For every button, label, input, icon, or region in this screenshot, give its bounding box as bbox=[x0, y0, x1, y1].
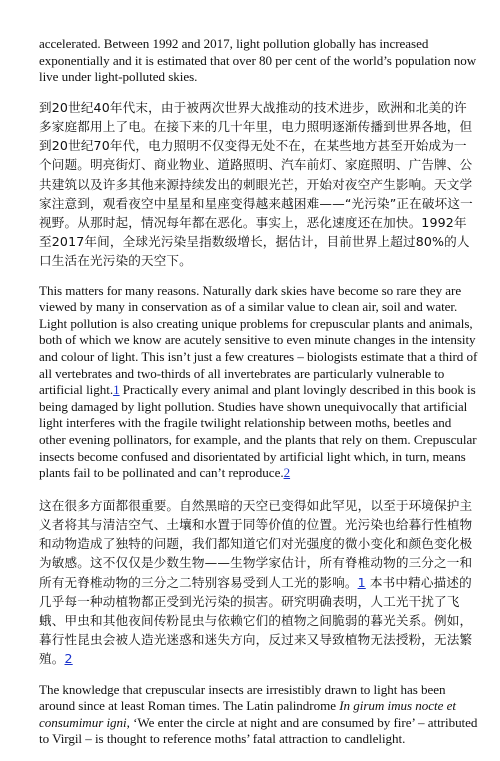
paragraph-text: accelerated. Between 1992 and 2017, light pollution globally has increased exponentially and it is estimated that over 80 per cent of the world’s population now live under light-polluted skies. bbox=[39, 36, 477, 85]
paragraph-text: The knowledge that crepuscular insects are irresistibly drawn to light has been around since at least Roman times. The Latin palindrome bbox=[39, 681, 446, 714]
paragraph-text: This matters for many reasons. Naturally dark skies have become so rare they are viewed by many in conservation as of a similar value to clean air, soil and water. Light pollution is also creating unique problems for crepuscular plants and animals, both of which we know are acutely sensitive to even minute changes in the intensity and colour of light. This isn’t just a few creatures – biologists estimate that a third of all vertebrates and two-thirds of all invertebrates are particularly vulnerable to artificial light. bbox=[39, 282, 478, 398]
document-page bbox=[39, 36, 479, 761]
paragraph-text: 本书中精心描述的几乎每一种动植物都正受到光污染的损害。研究明确表明，人工光干扰了飞蛾、甲虫和其他夜间传粉昆虫与依赖它们的植物之间脆弱的暮光关系。例如，暮行性昆虫会被人造光迷惑和迷失方向，反过来又导致植物无法授粉，无法繁殖。 bbox=[39, 574, 473, 667]
latin-palindrome: In girum imus nocte et consumimur igni bbox=[39, 698, 456, 730]
footnote-link-2[interactable]: 2 bbox=[64, 651, 73, 667]
paragraph-text: 这在很多方面都很重要。自然黑暗的天空已变得如此罕见，以至于环境保护主义者将其与清洁空气、土壤和水置于同等价值的位置。光污染也给暮行性植物和动物造成了独特的问题，我们都知道它们对光强度的微小变化和颜色变化极为敏感。这不仅仅是少数生物——生物学家估计，所有脊椎动物的三分之一和所有无脊椎动物的三分之二特别容易受到人工光的影响。 bbox=[39, 497, 473, 590]
paragraph-chinese-2 bbox=[39, 496, 479, 669]
paragraph-english-3 bbox=[39, 682, 479, 748]
paragraph-text: Practically every animal and plant lovingly described in this book is being damaged by light pollution. Studies have shown unequivocally that artificial light interferes with the fragile twilight relationship between moths, beetles and other evening pollinators, for example, and the plants that rely on them. Crepuscular insects become confused and disorientated by artificial light which, in turn, means plants fail to be pollinated and can’t reproduce. bbox=[39, 382, 477, 481]
paragraph-english-1 bbox=[39, 36, 479, 86]
paragraph-text: 到20世纪40年代末，由于被两次世界大战推动的技术进步，欧洲和北美的许多家庭都用上了电。在接下来的几十年里，电力照明逐渐传播到世界各地，但到20世纪70年代，电力照明不仅变得无处不在，在某些地方甚至开始成为一个问题。明亮街灯、商业物业、道路照明、汽车前灯、家庭照明、广告牌、公共建筑以及许多其他来源持续发出的刺眼光芒，开始对夜空产生影响。天文学家注意到，观看夜空中星星和星座变得越来越困难——“光污染”正在破坏这一视野。从那时起，情况每年都在恶化。事实上，恶化速度还在加快。1992年至2017年间，全球光污染呈指数级增长，据估计，目前世界上超过80%的人口生活在光污染的天空下。 bbox=[39, 99, 473, 269]
paragraph-chinese-1 bbox=[39, 98, 479, 271]
footnote-link-1[interactable]: 1 bbox=[113, 382, 120, 398]
paragraph-english-2 bbox=[39, 283, 479, 482]
paragraph-text: , ‘We enter the circle at night and are consumed by fire’ – attributed to Virgil – is thought to reference moths’ fatal attraction to candlelight. bbox=[39, 714, 478, 747]
footnote-link-1[interactable]: 1 bbox=[357, 574, 366, 590]
footnote-link-2[interactable]: 2 bbox=[283, 465, 291, 481]
